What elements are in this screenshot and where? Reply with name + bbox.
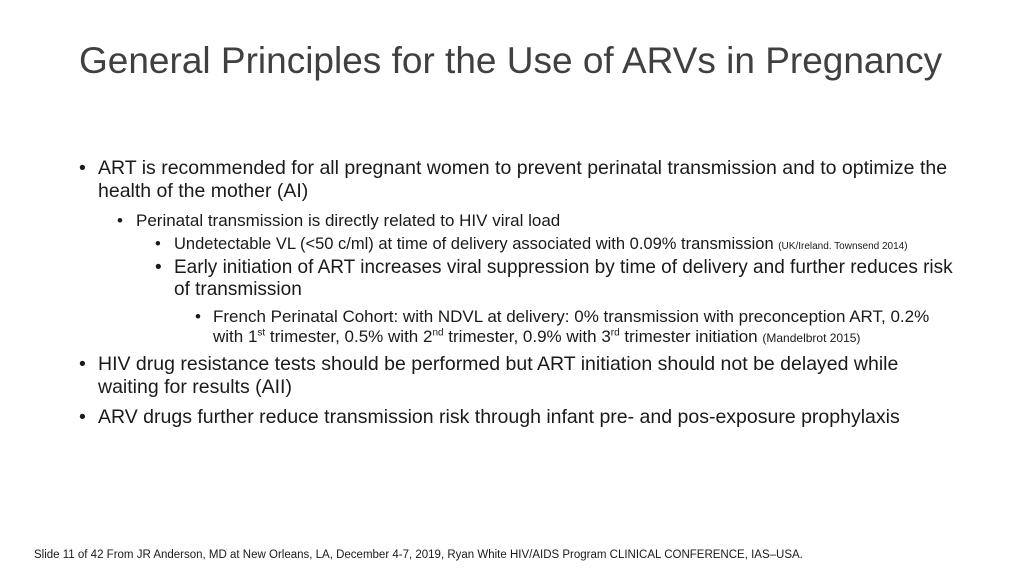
- bullet-resistance-tests: [79, 353, 959, 399]
- bullet-french-cohort: [79, 307, 959, 347]
- citation: (Mandelbrot 2015): [762, 331, 861, 345]
- bullet-perinatal-transmission: [79, 210, 959, 231]
- bullet-marker: •: [195, 307, 201, 326]
- bullet-text: ARV drugs further reduce transmission risk through infant pre- and pos-exposure prophylaxis: [98, 406, 900, 428]
- bullet-marker: •: [155, 235, 161, 253]
- superscript: nd: [432, 327, 444, 339]
- bullet-text: Early initiation of ART increases viral suppression by time of delivery and further reduces risk of transmission: [174, 257, 953, 300]
- bullet-text-part: trimester, 0.9% with 3: [443, 327, 611, 346]
- bullet-text: Undetectable VL (<50 c/ml) at time of delivery associated with 0.09% transmission: [174, 235, 779, 253]
- slide-footer: Slide 11 of 42 From JR Anderson, MD at New Orleans, LA, December 4-7, 2019, Ryan White HIV/AIDS Program CLINICAL CONFERENCE, IAS–USA.: [34, 549, 803, 561]
- bullet-marker: •: [79, 406, 86, 428]
- bullet-text-part: trimester initiation: [619, 327, 763, 346]
- bullet-text: Perinatal transmission is directly related to HIV viral load: [136, 211, 561, 230]
- bullet-marker: •: [155, 257, 162, 278]
- superscript: rd: [610, 327, 620, 339]
- bullet-text-part: French Perinatal Cohort: with NDVL at delivery: 0% transmission with preconception ART, 0.2% with 1: [213, 307, 930, 346]
- bullet-art-recommended: [79, 157, 959, 203]
- bullet-marker: •: [117, 211, 123, 230]
- bullet-marker: •: [79, 353, 86, 375]
- bullet-undetectable-vl: [79, 234, 959, 254]
- bullet-marker: •: [79, 157, 86, 179]
- superscript: st: [257, 327, 266, 339]
- slide-body: [79, 157, 959, 436]
- citation: (UK/Ireland. Townsend 2014): [778, 241, 908, 252]
- slide-title: General Principles for the Use of ARVs in Pregnancy: [79, 40, 943, 81]
- bullet-text: ART is recommended for all pregnant women to prevent perinatal transmission and to optimize the health of the mother (AI): [98, 157, 948, 202]
- bullet-text: HIV drug resistance tests should be performed but ART initiation should not be delayed while waiting for results (AII): [98, 353, 899, 398]
- bullet-arv-prophylaxis: [79, 406, 959, 429]
- bullet-early-initiation: [79, 257, 959, 301]
- bullet-text-part: trimester, 0.5% with 2: [265, 327, 433, 346]
